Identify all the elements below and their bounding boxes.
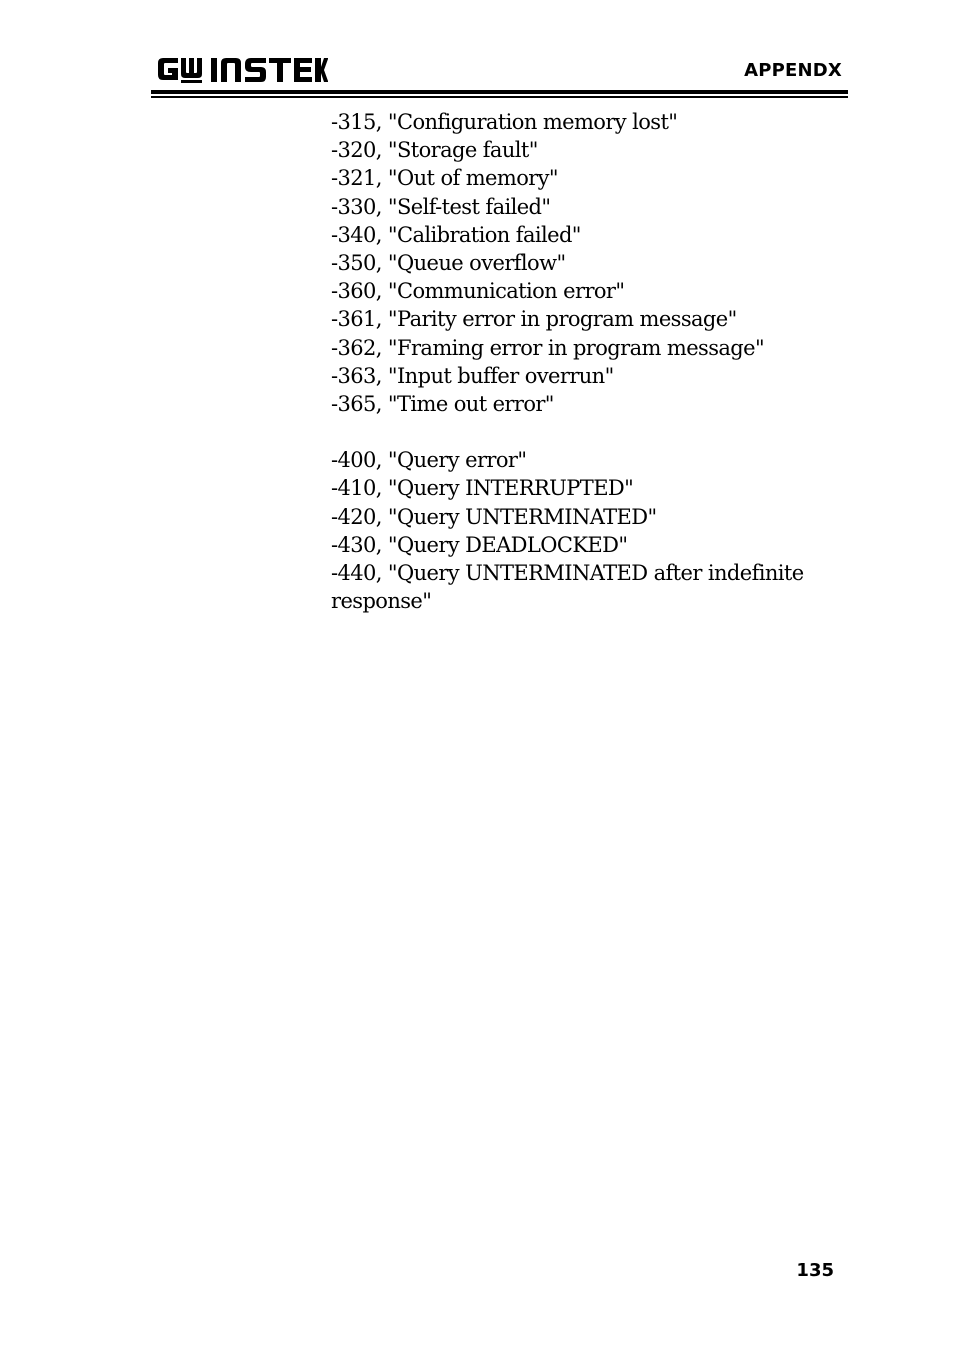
header-rule-thin <box>151 96 848 98</box>
error-group-400 <box>331 446 831 615</box>
error-item: -365, "Time out error" <box>331 392 554 417</box>
page-header <box>0 0 954 100</box>
error-list <box>331 108 831 615</box>
error-item: -330, "Self-test failed" <box>331 194 551 219</box>
error-item: -360, "Communication error" <box>331 279 625 304</box>
error-item: -340, "Calibration failed" <box>331 222 581 247</box>
page-number: 135 <box>796 1260 834 1281</box>
error-item: -321, "Out of memory" <box>331 166 558 191</box>
section-title: APPENDX <box>744 60 842 81</box>
error-item: -362, "Framing error in program message" <box>331 335 765 360</box>
error-item: -400, "Query error" <box>331 448 527 473</box>
error-item: -440, "Query UNTERMINATED after indefinite response" <box>331 561 804 614</box>
error-group-300 <box>331 108 831 418</box>
header-rule-thick <box>151 90 848 94</box>
error-item: -320, "Storage fault" <box>331 138 538 163</box>
error-item: -363, "Input buffer overrun" <box>331 363 614 388</box>
error-item: -410, "Query INTERRUPTED" <box>331 476 634 501</box>
gw-instek-logo <box>156 54 328 84</box>
error-item: -430, "Query DEADLOCKED" <box>331 532 628 557</box>
error-item: -361, "Parity error in program message" <box>331 307 737 332</box>
error-item: -350, "Queue overflow" <box>331 251 566 276</box>
error-item: -420, "Query UNTERMINATED" <box>331 504 657 529</box>
error-item: -315, "Configuration memory lost" <box>331 110 678 134</box>
